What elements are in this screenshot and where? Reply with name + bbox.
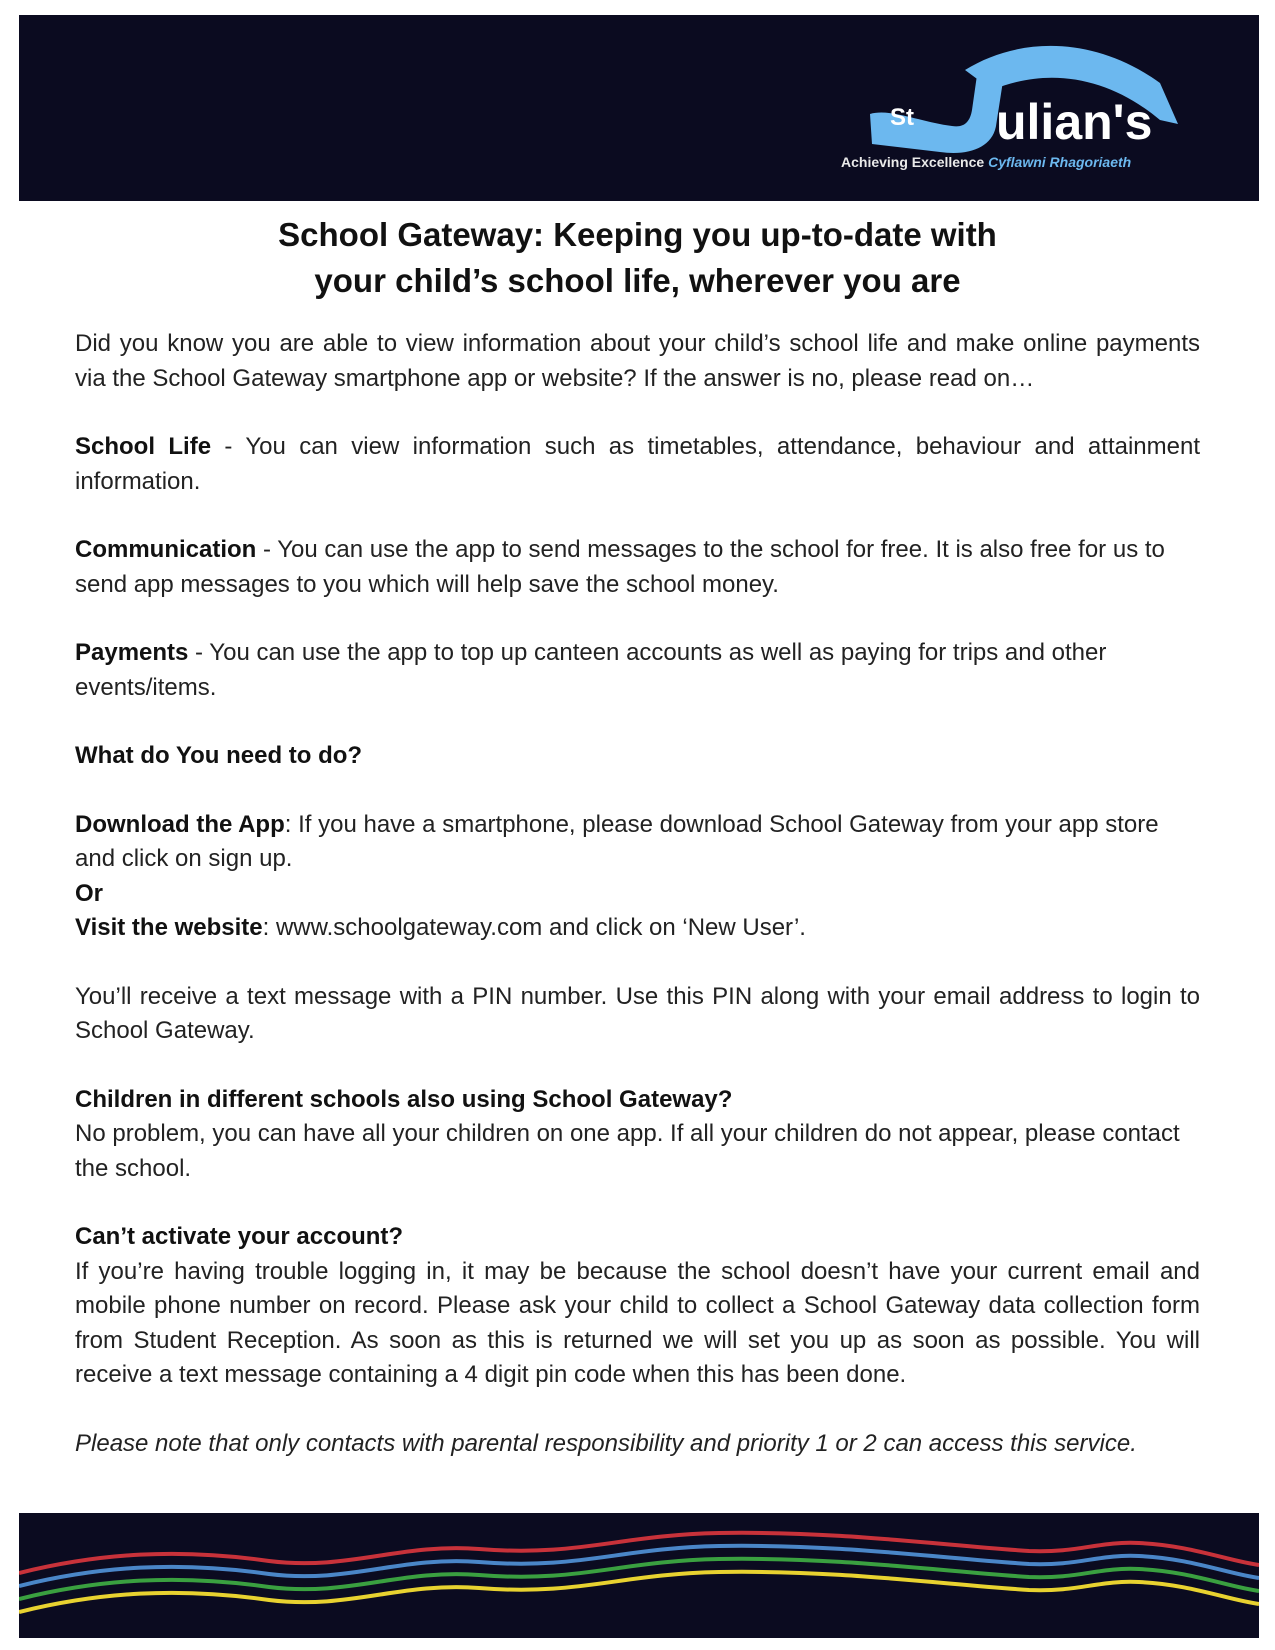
visit-label: Visit the website xyxy=(75,914,263,941)
or-label: Or xyxy=(75,879,104,907)
logo-prefix: St xyxy=(890,104,914,131)
school-life-text: - You can view information such as timetables, attendance, behaviour and attainment information. xyxy=(75,433,1200,495)
download-text: : If you have a smartphone, please download School Gateway from your app store and click on sign up. xyxy=(75,810,1159,872)
payments-text: - You can use the app to top up canteen accounts as well as paying for trips and other events/items. xyxy=(75,639,1107,701)
title-line-2: your child’s school life, wherever you are xyxy=(314,262,961,299)
footer-banner xyxy=(19,1513,1259,1638)
visit-paragraph xyxy=(75,911,1200,946)
logo-wordmark: ulian's xyxy=(996,94,1153,150)
wave-yellow xyxy=(19,1572,1259,1612)
activate-heading: Can’t activate your account? xyxy=(75,1223,404,1250)
download-label: Download the App xyxy=(75,810,285,838)
pin-paragraph: You’ll receive a text message with a PIN number. Use this PIN along with your email address to login to School Gateway. xyxy=(75,982,1200,1044)
footer-waves xyxy=(19,1513,1259,1638)
title-line-1: School Gateway: Keeping you up-to-date with xyxy=(278,216,997,253)
communication-text: - You can use the app to send messages to the school for free. It is also free for us to send app messages to you which will help save the school money. xyxy=(75,536,1165,598)
communication-label: Communication xyxy=(75,536,257,563)
what-to-do-heading: What do You need to do? xyxy=(75,742,363,769)
intro-paragraph: Did you know you are able to view information about your child’s school life and make online payments via the School Gateway smartphone app or website? If the answer is no, please read on… xyxy=(75,330,1200,392)
school-life-label: School Life xyxy=(75,433,212,460)
tagline xyxy=(841,154,1131,170)
children-heading: Children in different schools also using School Gateway? xyxy=(75,1085,733,1113)
payments-label: Payments xyxy=(75,639,189,666)
download-paragraph xyxy=(75,808,1200,877)
children-text: No problem, you can have all your children on one app. If all your children do not appear, please contact the school. xyxy=(75,1120,1180,1182)
payments-paragraph xyxy=(75,636,1200,705)
tagline-english: Achieving Excellence xyxy=(841,154,985,170)
activate-text: If you’re having trouble logging in, it may be because the school doesn’t have your current email and mobile phone number on record. Please ask your child to collect a School Gateway data collection form from Student Reception. As soon as this is returned we will set you up as soon as possible. You will receive a text message containing a 4 digit pin code when this has been done. xyxy=(75,1257,1200,1388)
communication-paragraph xyxy=(75,533,1200,602)
tagline-welsh: Cyflawni Rhagoriaeth xyxy=(988,154,1132,170)
document-body xyxy=(75,327,1200,1495)
footnote: Please note that only contacts with parental responsibility and priority 1 or 2 can access this service. xyxy=(75,1429,1137,1457)
visit-text: : www.schoolgateway.com and click on ‘New User’. xyxy=(262,914,806,941)
header-banner xyxy=(19,15,1259,201)
page-title xyxy=(0,212,1275,304)
school-life-paragraph xyxy=(75,430,1200,499)
